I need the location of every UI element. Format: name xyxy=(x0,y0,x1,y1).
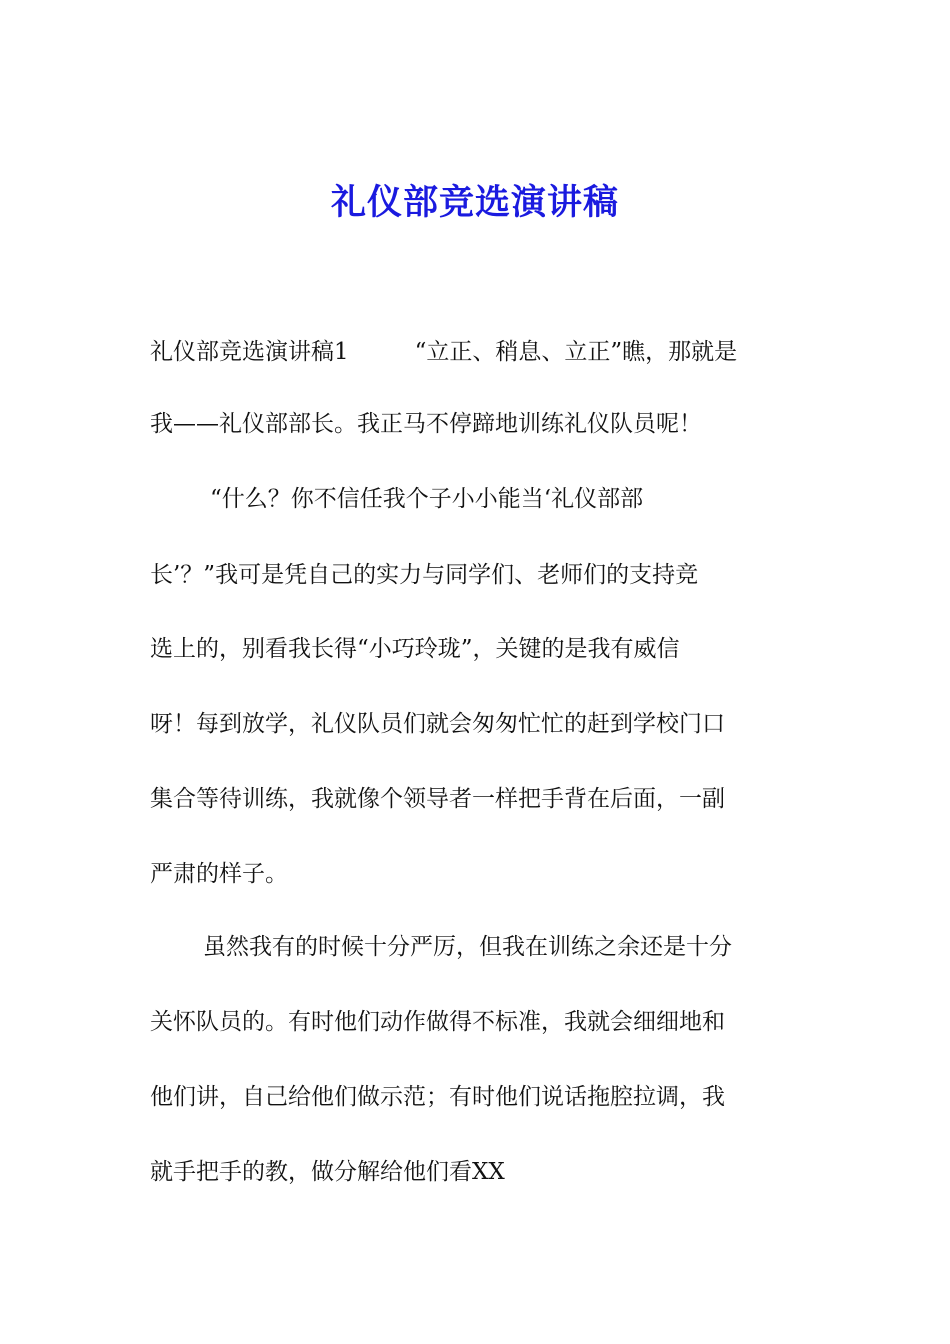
text-line-1 xyxy=(150,334,737,370)
text-line-7: 集合等待训练，我就像个领导者一样把手背在后面，一副 xyxy=(150,786,725,812)
section-label: 礼仪部竞选演讲稿1 xyxy=(150,339,349,365)
text-line-3: “什么？你不信任我个子小小能当‘礼仪部部 xyxy=(210,486,644,512)
text-line-12: 就手把手的教，做分解给他们看XX xyxy=(150,1159,505,1185)
document-title: 礼仪部竞选演讲稿 xyxy=(330,182,619,223)
text-line-6: 呀！每到放学，礼仪队员们就会匆匆忙忙的赶到学校门口 xyxy=(150,711,725,737)
text-line-9: 虽然我有的时候十分严厉，但我在训练之余还是十分 xyxy=(203,934,732,960)
text-line-8: 严肃的样子。 xyxy=(150,861,288,887)
text-line-11: 他们讲，自己给他们做示范；有时他们说话拖腔拉调，我 xyxy=(150,1084,725,1110)
text-line-5: 选上的，别看我长得“小巧玲珑”，关键的是我有威信 xyxy=(150,636,680,662)
text-line-1-content: “立正、稍息、立正”瞧，那就是 xyxy=(414,339,738,365)
text-line-4: 长’？”我可是凭自己的实力与同学们、老师们的支持竞 xyxy=(150,562,699,588)
text-line-2: 我——礼仪部部长。我正马不停蹄地训练礼仪队员呢！ xyxy=(150,411,702,437)
text-line-10: 关怀队员的。有时他们动作做得不标准，我就会细细地和 xyxy=(150,1009,725,1035)
